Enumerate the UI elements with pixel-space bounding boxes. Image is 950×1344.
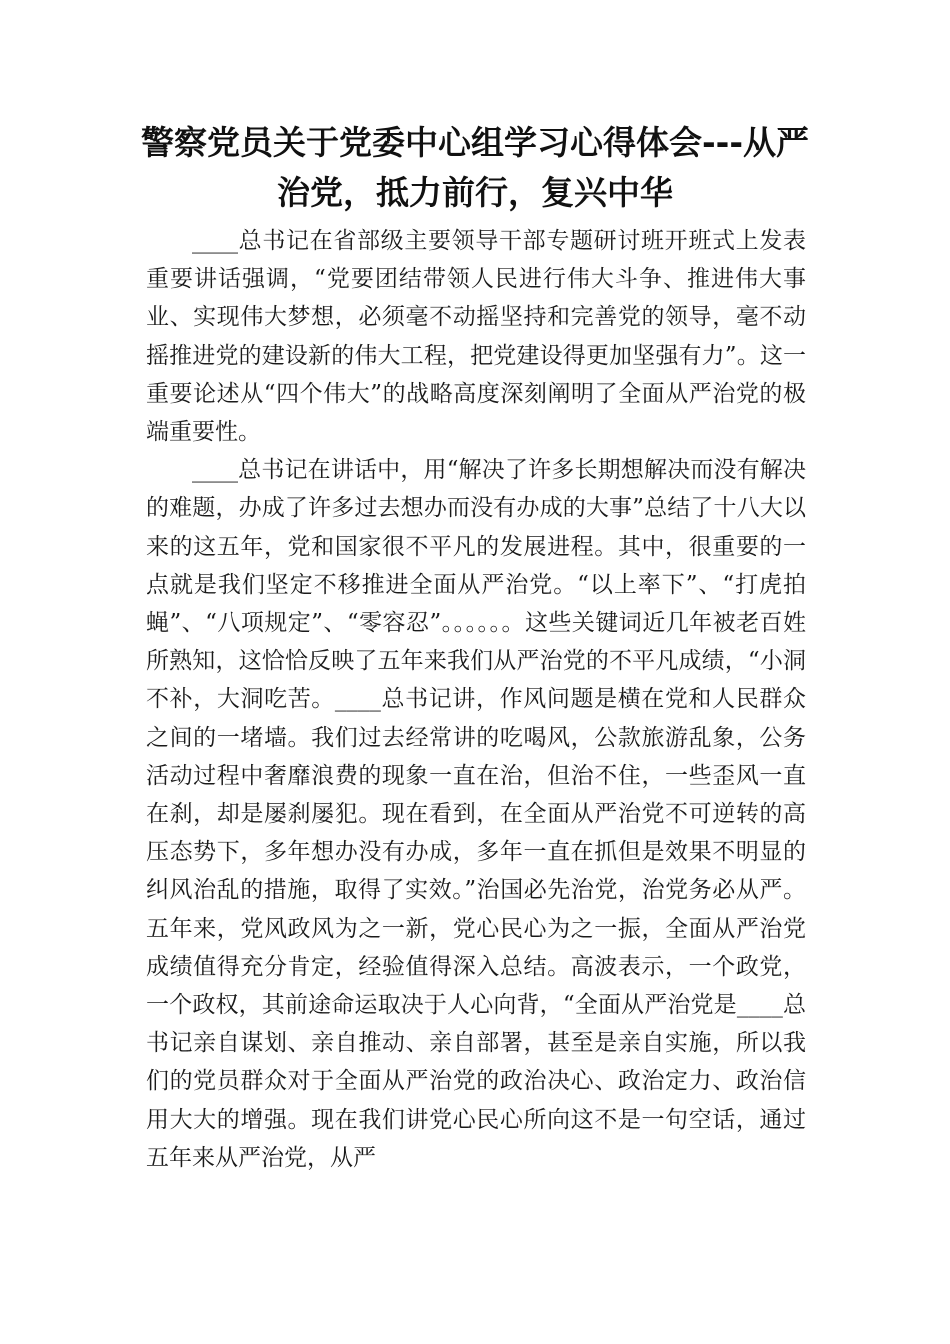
document-body [146, 222, 806, 1177]
document-title: 警察党员关于党委中心组学习心得体会---从严治党，抵力前行，复兴中华 [140, 123, 810, 212]
paragraph-1: ____总书记在省部级主要领导干部专题研讨班开班式上发表重要讲话强调，“党要团结带领人民进行伟大斗争、推进伟大事业、实现伟大梦想，必须毫不动摇坚持和完善党的领导，毫不动摇推进党的建设新的伟大工程，把党建设得更加坚强有力”。这一重要论述从“四个伟大”的战略高度深刻阐明了全面从严治党的极端重要性。 [146, 228, 806, 446]
paragraph-2: ____总书记在讲话中，用“解决了许多长期想解决而没有解决的难题，办成了许多过去想办而没有办成的大事”总结了十八大以来的这五年，党和国家很不平凡的发展进程。其中，很重要的一点就是我们坚定不移推进全面从严治党。“以上率下”、“打虎拍蝇”、“八项规定”、“零容忍”。。。。。。这些关键词近几年被老百姓所熟知，这恰恰反映了五年来我们从严治党的不平凡成绩，“小洞不补，大洞吃苦。____总书记讲，作风问题是横在党和人民群众之间的一堵墙。我们过去经常讲的吃喝风，公款旅游乱象，公务活动过程中奢靡浪费的现象一直在治，但治不住，一些歪风一直在刹，却是屡刹屡犯。现在看到，在全面从严治党不可逆转的高压态势下，多年想办没有办成，多年一直在抓但是效果不明显的纠风治乱的措施，取得了实效。”治国必先治党，治党务必从严。五年来，党风政风为之一新，党心民心为之一振，全面从严治党成绩值得充分肯定，经验值得深入总结。高波表示，一个政党，一个政权，其前途命运取决于人心向背，“全面从严治党是____总书记亲自谋划、亲自推动、亲自部署，甚至是亲自实施，所以我们的党员群众对于全面从严治党的政治决心、政治定力、政治信用大大的增强。现在我们讲党心民心所向这不是一句空话，通过五年来从严治党，从严 [146, 457, 806, 1171]
